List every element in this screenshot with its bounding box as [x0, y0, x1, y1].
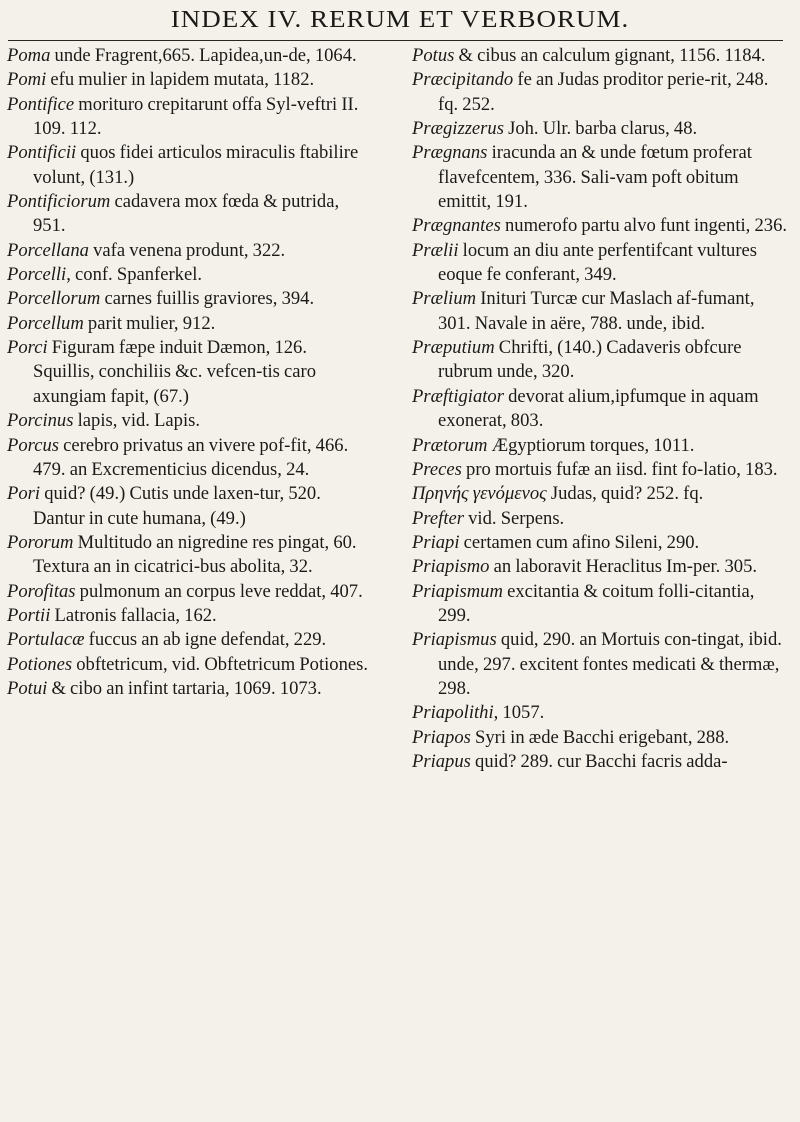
entry-headword: Priapolithi — [412, 702, 494, 724]
index-entry — [412, 117, 788, 141]
entry-headword: Priapus — [412, 750, 471, 772]
index-entry — [7, 409, 372, 433]
index-entry — [7, 531, 372, 580]
entry-headword: Porcus — [7, 434, 59, 456]
entry-text: parit mulier, 912. — [83, 312, 216, 334]
index-entry — [412, 287, 788, 336]
entry-text: Inituri Turcæ cur Maslach af-fumant, 301. Navale in aëre, 788. unde, ibid. — [438, 288, 755, 334]
entry-text: vafa venena produnt, 322. — [88, 239, 286, 261]
entry-text: cerebro privatus an vivere pof-fit, 466. 479. an Excrementicius dicendus, 24. — [33, 434, 349, 480]
index-entry — [412, 385, 788, 434]
entry-headword: Porcellorum — [7, 288, 101, 310]
entry-text: excitantia & coitum folli-citantia, 299. — [438, 580, 755, 626]
entry-text: & cibus an calculum gignant, 1156. 1184. — [454, 45, 766, 66]
entry-headword: Pontifice — [7, 93, 75, 115]
entry-headword: Porofitas — [7, 580, 76, 602]
index-entry — [412, 434, 788, 458]
index-entry — [412, 580, 788, 629]
index-entry — [412, 628, 788, 701]
index-entry — [412, 44, 788, 68]
header-rule — [8, 40, 783, 41]
entry-text: , conf. Spanferkel. — [66, 264, 203, 286]
entry-text: pro mortuis fufæ an iisd. fint fo-latio, 183. — [461, 458, 778, 480]
entry-headword: Porcellana — [7, 239, 89, 261]
entry-headword: Pororum — [7, 531, 74, 553]
entry-headword: Priapismus — [412, 629, 497, 651]
entry-headword: Prælium — [412, 288, 477, 310]
index-entry — [7, 190, 372, 239]
entry-headword: Prægnans — [412, 142, 488, 164]
index-entry — [412, 68, 788, 117]
entry-text: carnes fuillis graviores, 394. — [100, 288, 315, 310]
entry-text: Chrifti, (140.) Cadaveris obfcure rubrum unde, 320. — [438, 337, 742, 383]
entry-headword: Priapismum — [412, 580, 503, 602]
entry-text: Multitudo an nigredine res pingat, 60. Textura an in cicatrici-bus abolita, 32. — [33, 531, 357, 578]
entry-headword: Poma — [7, 45, 51, 66]
entry-text: pulmonum an corpus leve reddat, 407. — [75, 580, 363, 602]
entry-headword: Pori — [7, 483, 41, 505]
entry-text: quid? (49.) Cutis unde laxen-tur, 520. Dantur in cute humana, (49.) — [33, 483, 321, 529]
index-entry — [7, 677, 372, 701]
index-entry — [7, 312, 372, 336]
index-entry — [7, 653, 372, 677]
entry-headword: Prætorum — [412, 434, 488, 456]
index-entry — [412, 701, 788, 725]
index-entry — [412, 555, 788, 579]
entry-text: cadavera mox fœda & putrida, 951. — [33, 191, 340, 237]
entry-text: , 1057. — [493, 702, 545, 724]
entry-headword: Præftigiator — [412, 385, 504, 407]
index-entry — [7, 336, 372, 409]
entry-headword: Potui — [7, 677, 48, 699]
entry-text: quos fidei articulos miraculis ftabilire volunt, (131.) — [33, 142, 359, 188]
entry-text: lapis, vid. Lapis. — [73, 410, 201, 432]
entry-headword: Priapi — [412, 531, 460, 553]
entry-headword: Prefter — [412, 507, 464, 529]
entry-text: numerofo partu alvo funt ingenti, 236. — [500, 215, 788, 237]
entry-headword: Potus — [412, 45, 455, 66]
index-entry — [7, 287, 372, 311]
entry-headword: Preces — [412, 458, 462, 480]
entry-text: quid? 289. cur Bacchi facris adda- — [470, 750, 728, 772]
entry-text: unde Fragrent,665. Lapidea,un-de, 1064. — [50, 45, 357, 66]
index-entry — [412, 239, 788, 288]
index-entry — [7, 434, 372, 483]
entry-text: Judas, quid? 252. fq. — [546, 483, 704, 505]
entry-text: certamen cum afino Sileni, 290. — [459, 531, 700, 553]
right-column — [412, 44, 788, 774]
entry-headword: Prægnantes — [412, 215, 501, 237]
entry-text: & cibo an infint tartaria, 1069. 1073. — [47, 677, 322, 699]
entry-headword: Priapismo — [412, 556, 490, 578]
index-entry — [412, 214, 788, 238]
index-entry — [412, 507, 788, 531]
page-header: INDEX IV. RERUM ET VERBORUM. — [170, 5, 630, 33]
index-entry — [7, 141, 372, 190]
entry-headword: Porcellum — [7, 312, 84, 334]
entry-text: vid. Serpens. — [463, 507, 565, 529]
entry-text: iracunda an & unde fœtum proferat flavefcentem, 336. Sali-vam poft obitum emittit, 191. — [438, 142, 752, 213]
index-entry — [7, 604, 372, 628]
index-entry — [412, 482, 788, 506]
entry-text: efu mulier in lapidem mutata, 1182. — [46, 69, 315, 91]
index-entry — [412, 458, 788, 482]
entry-text: fuccus an ab igne defendat, 229. — [84, 629, 327, 651]
entry-headword: Portii — [7, 604, 51, 626]
index-entry — [412, 336, 788, 385]
entry-headword: Pontificiorum — [7, 191, 111, 213]
index-entry — [412, 750, 788, 774]
entry-text: locum an diu ante perfentifcant vultures eoque fe conferant, 349. — [438, 239, 758, 286]
entry-headword: Porci — [7, 337, 48, 359]
entry-headword: Prægizzerus — [412, 118, 504, 140]
index-entry — [7, 628, 372, 652]
entry-text: Joh. Ulr. barba clarus, 48. — [503, 118, 698, 140]
entry-text: obftetricum, vid. Obftetricum Potiones. — [72, 653, 369, 675]
entry-text: quid, 290. an Mortuis con-tingat, ibid. unde, 297. excitent fontes medicati & thermæ, 298. — [438, 629, 782, 699]
index-entry — [412, 141, 788, 214]
entry-headword: Porcelli — [7, 264, 67, 286]
entry-text: fe an Judas proditor perie-rit, 248. fq. 252. — [438, 69, 769, 115]
entry-headword: Πρηνής γενόμενος — [412, 483, 547, 505]
index-entry — [7, 263, 372, 287]
entry-headword: Pomi — [7, 69, 47, 91]
entry-text: Syri in æde Bacchi erigebant, 288. — [470, 726, 730, 748]
entry-headword: Potiones — [7, 653, 73, 675]
index-entry — [7, 68, 372, 92]
entry-headword: Prælii — [412, 239, 459, 261]
entry-text: Ægyptiorum torques, 1011. — [487, 434, 695, 456]
entry-text: an laboravit Heraclitus Im-per. 305. — [489, 556, 758, 578]
entry-headword: Præputium — [412, 337, 495, 359]
index-entry — [412, 726, 788, 750]
entry-headword: Pontificii — [7, 142, 77, 164]
entry-text: Latronis fallacia, 162. — [50, 604, 217, 626]
index-entry — [7, 93, 372, 142]
index-entry — [7, 239, 372, 263]
index-entry — [7, 580, 372, 604]
entry-text: morituro crepitarunt offa Syl-veftri II. 109. 112. — [33, 93, 359, 140]
entry-headword: Præcipitando — [412, 69, 514, 91]
entry-headword: Priapos — [412, 726, 471, 748]
entry-text: devorat alium,ipfumque in aquam exonerat, 803. — [438, 385, 759, 432]
entry-text: Figuram fæpe induit Dæmon, 126. Squillis, conchiliis &c. vefcen-tis caro axungiam fapit, (67.) — [33, 337, 317, 407]
entry-headword: Porcinus — [7, 410, 74, 432]
entry-headword: Portulacæ — [7, 629, 85, 651]
index-entry — [7, 44, 372, 68]
index-entry — [412, 531, 788, 555]
left-column — [7, 44, 372, 701]
index-entry — [7, 482, 372, 531]
